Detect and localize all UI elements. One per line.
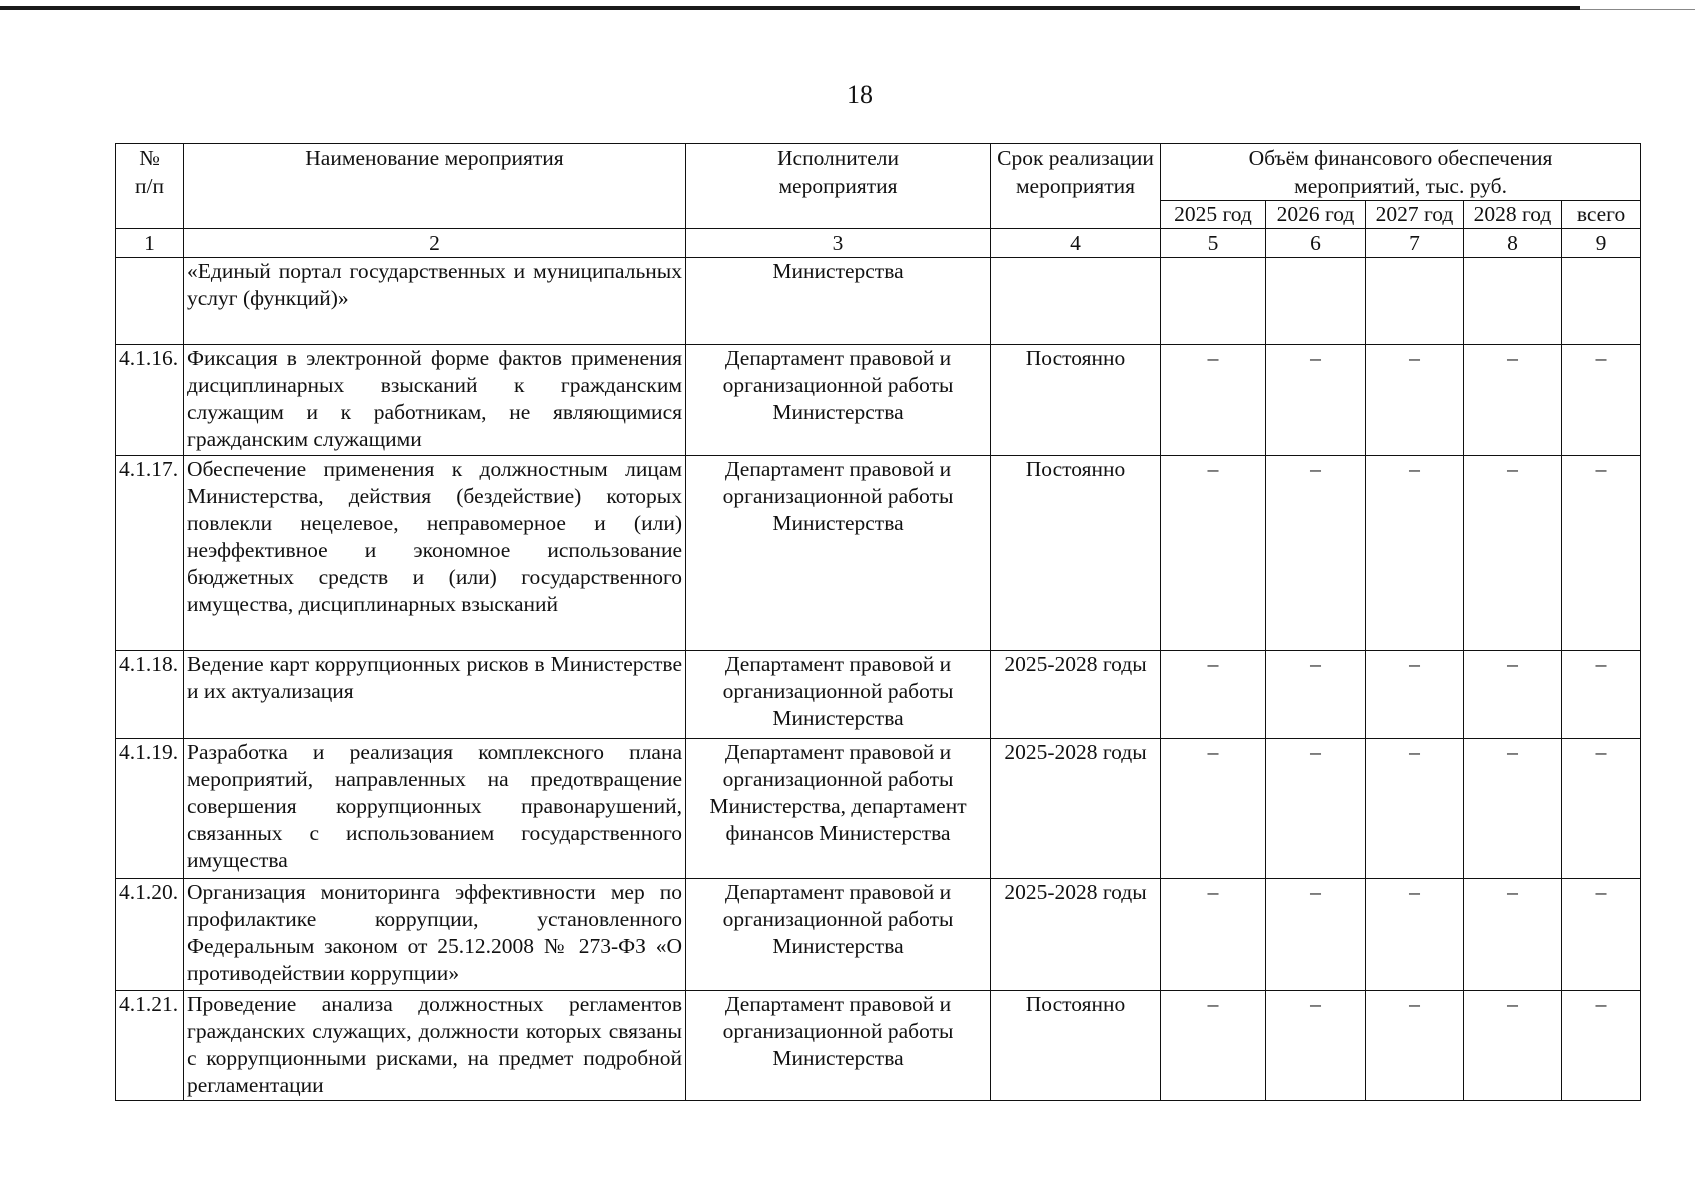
- page-number: 18: [847, 80, 873, 109]
- column-number: 2: [184, 229, 686, 258]
- column-number: 1: [116, 229, 184, 258]
- funding-2028: –: [1464, 345, 1562, 456]
- table-row: [116, 991, 1641, 1101]
- header-num: № п/п: [116, 144, 184, 229]
- activity-executors: Департамент правовой и организационной работы Министерства: [686, 991, 991, 1101]
- funding-total: –: [1562, 456, 1641, 651]
- row-number: 4.1.18.: [116, 651, 184, 739]
- funding-total: –: [1562, 879, 1641, 991]
- funding-2027: [1366, 258, 1464, 345]
- activity-name: Проведение анализа должностных регламентов гражданских служащих, должности которых связаны с коррупционными рисками, на предмет подробной регламентации: [184, 991, 686, 1101]
- funding-2026: –: [1266, 345, 1366, 456]
- funding-2028: –: [1464, 456, 1562, 651]
- funding-2026: –: [1266, 991, 1366, 1101]
- funding-total: –: [1562, 739, 1641, 879]
- activity-executors: Департамент правовой и организационной работы Министерства: [686, 456, 991, 651]
- activity-term: Постоянно: [991, 456, 1161, 651]
- row-number: [116, 258, 184, 345]
- header-year-2026: 2026 год: [1266, 201, 1366, 229]
- row-number: 4.1.16.: [116, 345, 184, 456]
- header-year-2028: 2028 год: [1464, 201, 1562, 229]
- funding-2028: –: [1464, 739, 1562, 879]
- top-scan-rule-thin: [1580, 9, 1695, 10]
- header-term: Срок реализации мероприятия: [991, 144, 1161, 229]
- funding-2028: –: [1464, 991, 1562, 1101]
- funding-2026: [1266, 258, 1366, 345]
- funding-2027: –: [1366, 879, 1464, 991]
- row-number: 4.1.20.: [116, 879, 184, 991]
- funding-2025: –: [1161, 879, 1266, 991]
- funding-2025: –: [1161, 739, 1266, 879]
- activity-name: Разработка и реализация комплексного плана мероприятий, направленных на предотвращение совершения коррупционных правонарушений, связанных с использованием государственного имущества: [184, 739, 686, 879]
- funding-2027: –: [1366, 991, 1464, 1101]
- funding-2026: –: [1266, 456, 1366, 651]
- funding-total: –: [1562, 345, 1641, 456]
- funding-2028: [1464, 258, 1562, 345]
- activity-term: Постоянно: [991, 345, 1161, 456]
- funding-2026: –: [1266, 879, 1366, 991]
- column-number: 6: [1266, 229, 1366, 258]
- funding-2025: [1161, 258, 1266, 345]
- activity-executors: Департамент правовой и организационной работы Министерства: [686, 651, 991, 739]
- column-number: 8: [1464, 229, 1562, 258]
- activities-table: [115, 143, 1641, 1101]
- column-number: 5: [1161, 229, 1266, 258]
- top-scan-rule: [0, 6, 1580, 10]
- activity-name: Ведение карт коррупционных рисков в Министерстве и их актуализация: [184, 651, 686, 739]
- funding-total: –: [1562, 991, 1641, 1101]
- funding-2025: –: [1161, 456, 1266, 651]
- column-numbers-row: [116, 229, 1641, 258]
- funding-2025: –: [1161, 345, 1266, 456]
- column-number: 9: [1562, 229, 1641, 258]
- activity-name: Обеспечение применения к должностным лицам Министерства, действия (бездействие) которых повлекли нецелевое, неправомерное и (или) неэффективное и экономное использование бюджетных средств и (или) государственного имущества, дисциплинарных взысканий: [184, 456, 686, 651]
- column-number: 7: [1366, 229, 1464, 258]
- funding-total: [1562, 258, 1641, 345]
- row-number: 4.1.19.: [116, 739, 184, 879]
- activity-term: 2025-2028 годы: [991, 739, 1161, 879]
- funding-2028: –: [1464, 651, 1562, 739]
- funding-2026: –: [1266, 739, 1366, 879]
- funding-2027: –: [1366, 739, 1464, 879]
- activity-term: 2025-2028 годы: [991, 879, 1161, 991]
- row-number: 4.1.17.: [116, 456, 184, 651]
- table-row: [116, 739, 1641, 879]
- header-total: всего: [1562, 201, 1641, 229]
- activity-name: Фиксация в электронной форме фактов применения дисциплинарных взысканий к гражданским служащим и к работникам, не являющимися гражданским служащими: [184, 345, 686, 456]
- table-row: [116, 879, 1641, 991]
- activity-term: [991, 258, 1161, 345]
- table-row: [116, 651, 1641, 739]
- funding-2028: –: [1464, 879, 1562, 991]
- activity-term: Постоянно: [991, 991, 1161, 1101]
- table-row: [116, 456, 1641, 651]
- funding-2026: –: [1266, 651, 1366, 739]
- activity-name: Организация мониторинга эффективности мер по профилактике коррупции, установленного Федеральным законом от 25.12.2008 № 273-ФЗ «О противодействии коррупции»: [184, 879, 686, 991]
- funding-2027: –: [1366, 345, 1464, 456]
- header-executors: Исполнители мероприятия: [686, 144, 991, 229]
- funding-2025: –: [1161, 991, 1266, 1101]
- funding-2025: –: [1161, 651, 1266, 739]
- header-year-2027: 2027 год: [1366, 201, 1464, 229]
- column-number: 3: [686, 229, 991, 258]
- activity-name: «Единый портал государственных и муниципальных услуг (функций)»: [184, 258, 686, 345]
- activity-executors: Департамент правовой и организационной работы Министерства: [686, 879, 991, 991]
- funding-2027: –: [1366, 651, 1464, 739]
- header-year-2025: 2025 год: [1161, 201, 1266, 229]
- activity-executors: Министерства: [686, 258, 991, 345]
- row-number: 4.1.21.: [116, 991, 184, 1101]
- activity-executors: Департамент правовой и организационной работы Министерства, департамент финансов Министерства: [686, 739, 991, 879]
- funding-2027: –: [1366, 456, 1464, 651]
- header-row: [116, 144, 1641, 201]
- header-funding: Объём финансового обеспечения мероприятий, тыс. руб.: [1161, 144, 1641, 201]
- table-row: [116, 345, 1641, 456]
- table-row: [116, 258, 1641, 345]
- activity-executors: Департамент правовой и организационной работы Министерства: [686, 345, 991, 456]
- column-number: 4: [991, 229, 1161, 258]
- activity-term: 2025-2028 годы: [991, 651, 1161, 739]
- header-name: Наименование мероприятия: [184, 144, 686, 229]
- funding-total: –: [1562, 651, 1641, 739]
